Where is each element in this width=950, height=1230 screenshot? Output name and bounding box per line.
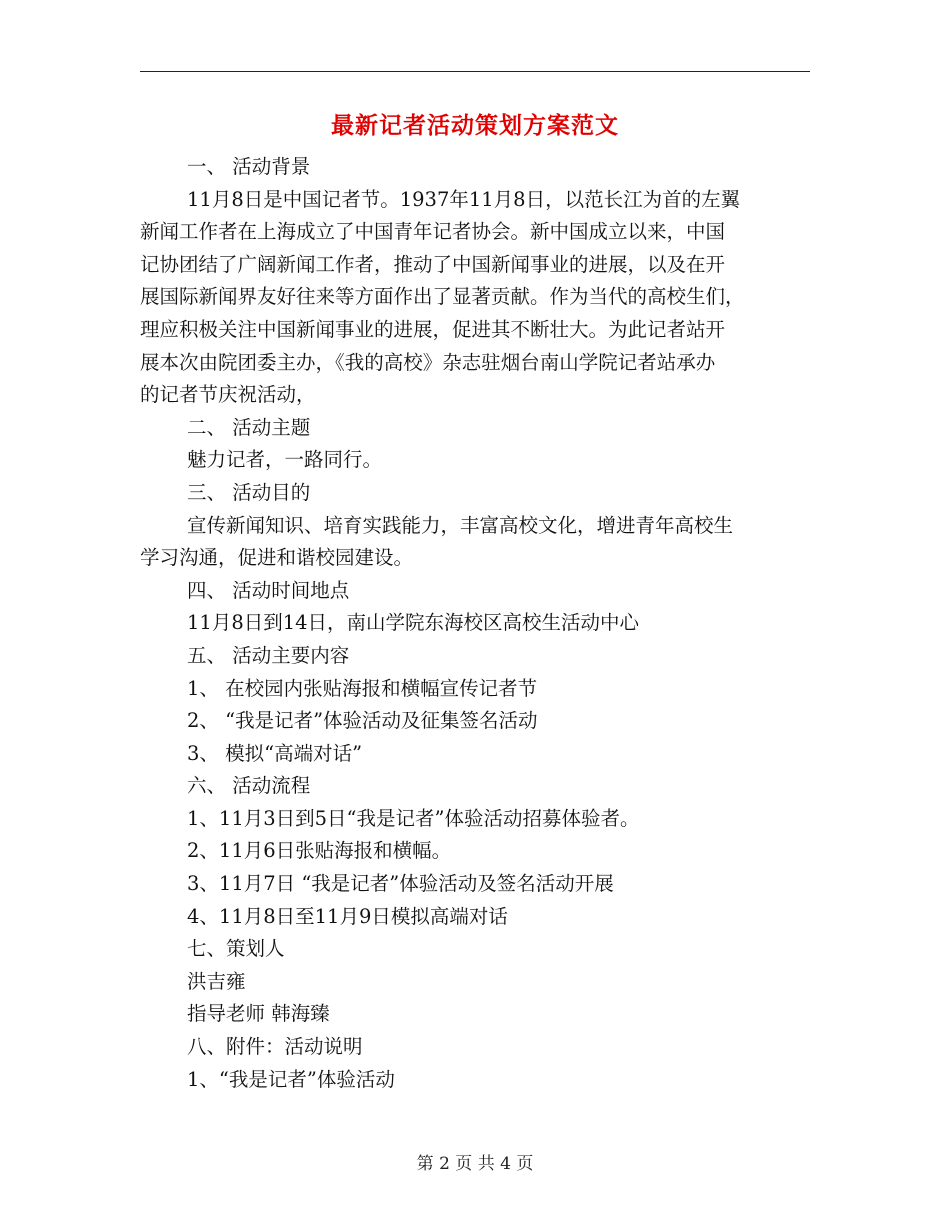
body-line: 宣传新闻知识、培育实践能力，丰富高校文化，增进青年高校生 (187, 513, 734, 537)
body-line: 3、11月7日 “我是记者”体验活动及签名活动开展 (187, 872, 614, 896)
body-line: 二、 活动主题 (187, 415, 311, 439)
body-line: 展国际新闻界友好往来等方面作出了显著贡献。作为当代的高校生们， (140, 285, 745, 309)
body-line: 展本次由院团委主办，《我的高校》杂志驻烟台南山学院记者站承办 (140, 350, 716, 374)
page-footer: 第 2 页 共 4 页 (416, 1154, 534, 1174)
body-line: 五、 活动主要内容 (187, 643, 350, 667)
body-line: 11月8日是中国记者节。1937年11月8日，以范长江为首的左翼 (187, 187, 741, 211)
body-line: 2、 “我是记者”体验活动及征集签名活动 (187, 709, 538, 733)
body-line: 2、11月6日张贴海报和横幅。 (187, 839, 452, 863)
body-line: 六、 活动流程 (187, 774, 311, 798)
body-line: 指导老师 韩海臻 (187, 1002, 330, 1026)
body-line: 3、 模拟“高端对话” (187, 741, 363, 765)
body-line: 八、附件：活动说明 (187, 1035, 363, 1059)
body-line: 七、策划人 (187, 937, 285, 961)
body-line: 的记者节庆祝活动， (140, 383, 316, 407)
document-body (140, 151, 812, 1096)
body-line: 1、11月3日到5日“我是记者”体验活动招募体验者。 (187, 806, 640, 830)
body-line: 记协团结了广阔新闻工作者，推动了中国新闻事业的进展，以及在开 (140, 252, 726, 276)
body-line: 四、 活动时间地点 (187, 578, 350, 602)
body-line: 魅力记者，一路同行。 (187, 448, 383, 472)
document-title: 最新记者活动策划方案范文 (331, 112, 619, 139)
body-line: 三、 活动目的 (187, 480, 311, 504)
body-line: 新闻工作者在上海成立了中国青年记者协会。新中国成立以来，中国 (140, 220, 726, 244)
header-rule (140, 71, 810, 72)
body-line: 11月8日到14日，南山学院东海校区高校生活动中心 (187, 611, 640, 635)
body-line: 1、 在校园内张贴海报和横幅宣传记者节 (187, 676, 538, 700)
body-line: 洪吉雍 (187, 969, 246, 993)
body-line: 一、 活动背景 (187, 155, 311, 178)
body-line: 1、“我是记者”体验活动 (187, 1067, 395, 1091)
body-line: 4、11月8日至11月9日模拟高端对话 (187, 904, 508, 928)
body-line: 学习沟通，促进和谐校园建设。 (140, 546, 414, 570)
body-line: 理应积极关注中国新闻事业的进展，促进其不断壮大。为此记者站开 (140, 317, 726, 341)
